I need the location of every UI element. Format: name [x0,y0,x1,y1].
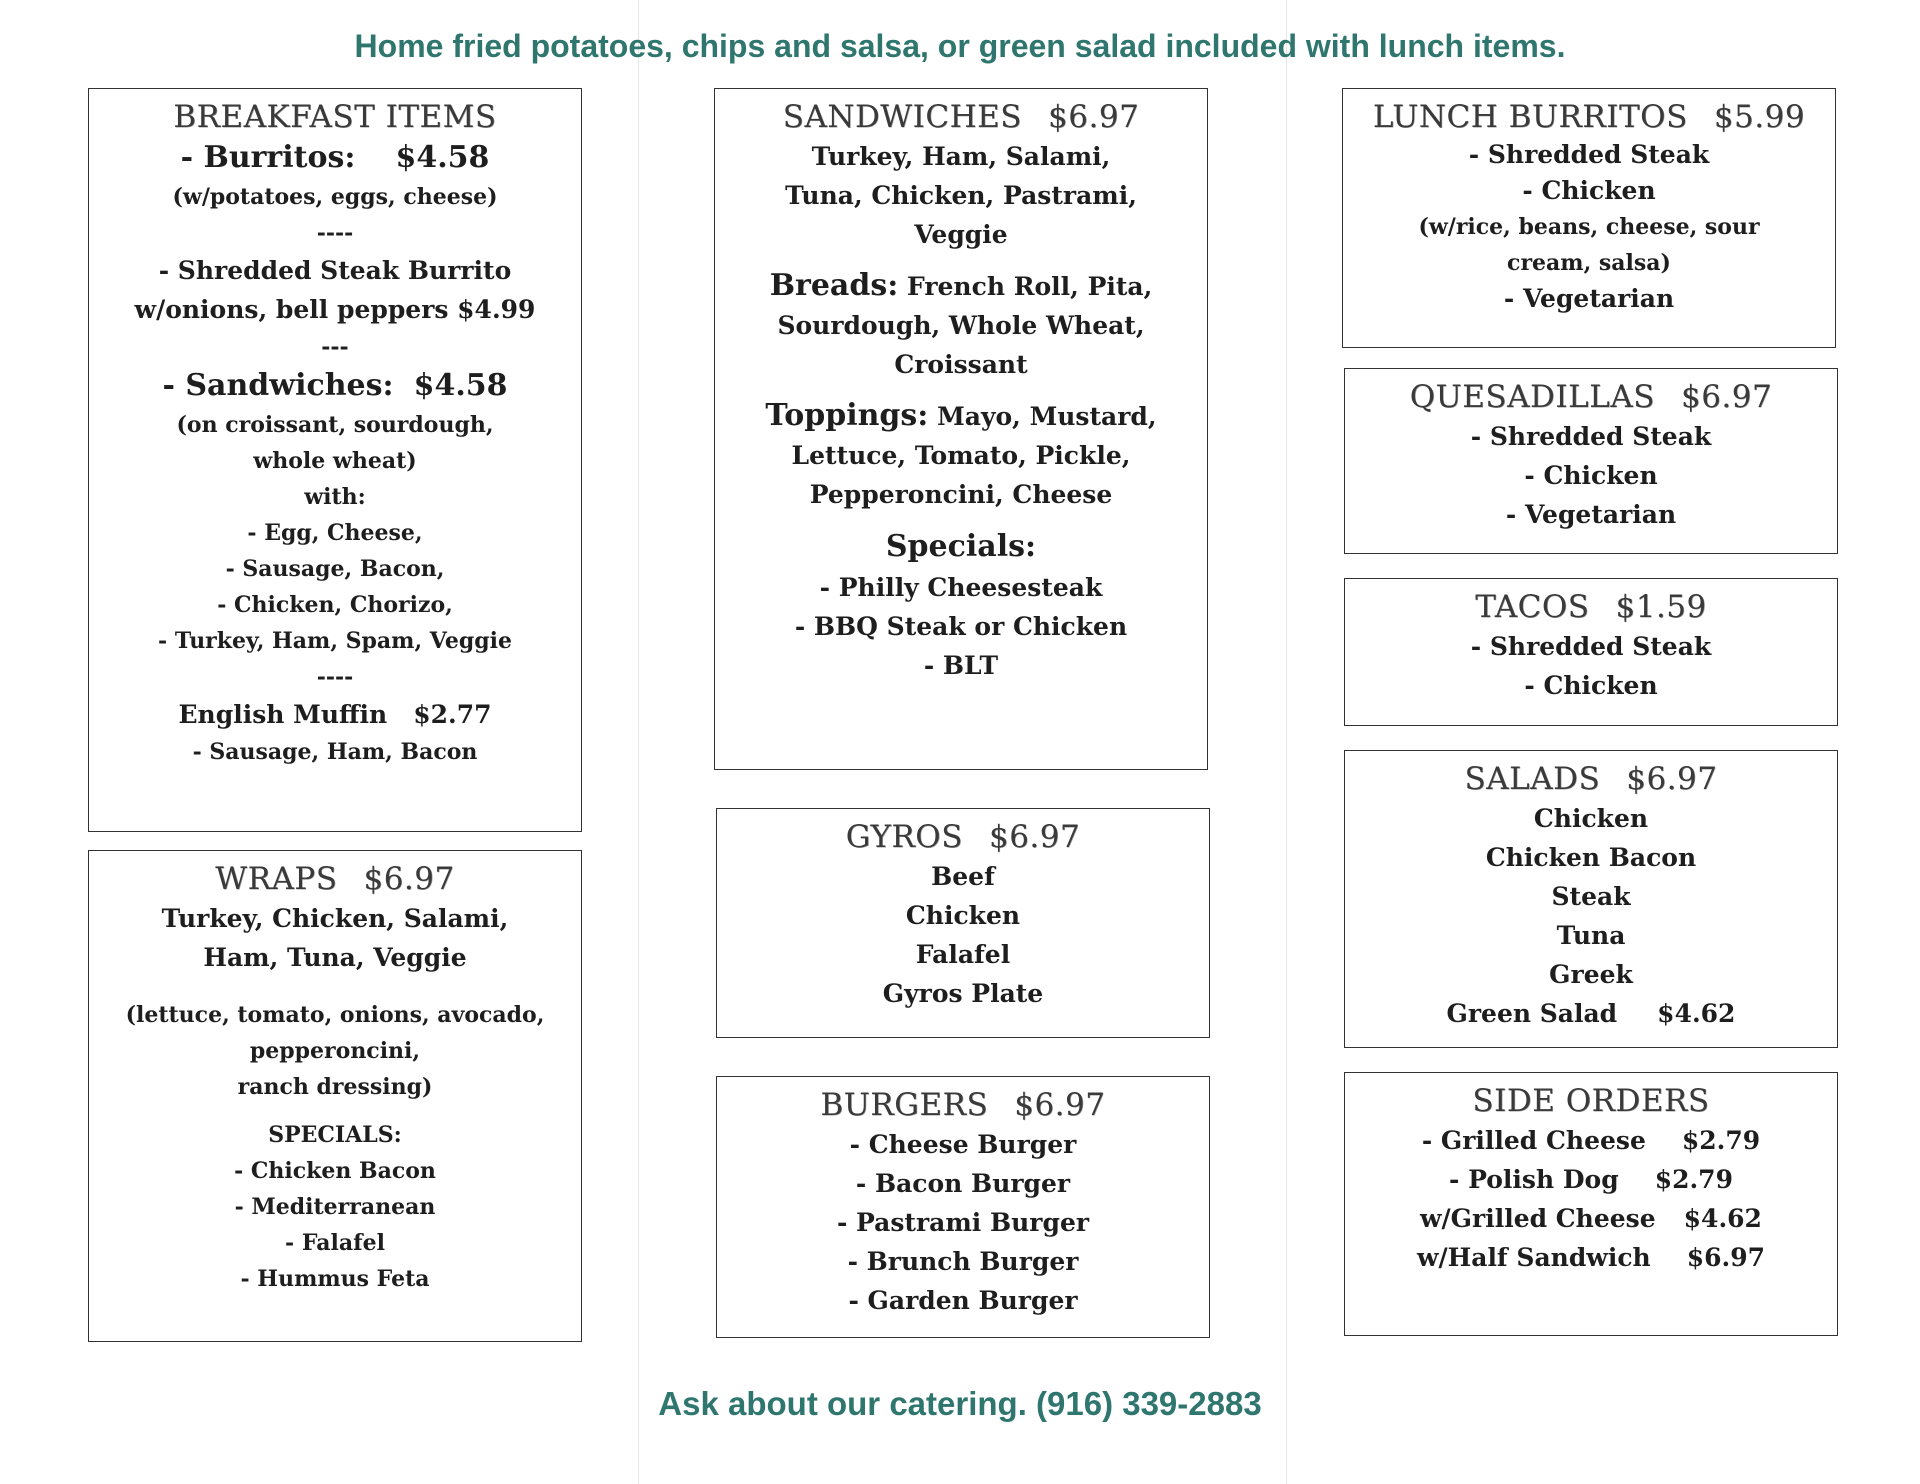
side-orders-section [1344,1072,1838,1336]
separator: --- [321,334,349,360]
sandwiches-note: whole wheat) [253,448,417,474]
gyros-item: Chicken [905,901,1021,930]
toppings-label: Toppings: [765,398,929,433]
toppings-list: Lettuce, Tomato, Pickle, [791,441,1131,470]
burritos-price: $4.58 [395,140,490,175]
gyros-item: Falafel [915,940,1011,969]
sandwich-special: - Philly Cheesesteak [819,573,1103,602]
quesadilla-item: - Shredded Steak [1470,422,1712,451]
gyros-price: $6.97 [988,819,1081,855]
option-line: - Chicken, Chorizo, [217,592,453,618]
side-order-label: w/Half Sandwich [1416,1243,1651,1272]
lunch-burritos-price: $5.99 [1713,99,1806,135]
with-label: with: [304,484,366,510]
lunch-burrito-note: (w/rice, beans, cheese, sour [1418,214,1760,240]
sandwiches-label: - Sandwiches: [162,368,394,403]
wraps-special: - Falafel [285,1230,385,1256]
side-orders-title: SIDE ORDERS [1472,1083,1710,1119]
wraps-price: $6.97 [363,861,455,897]
side-order-label: w/Grilled Cheese [1420,1204,1656,1233]
sandwiches-note: (on croissant, sourdough, [176,412,494,438]
salad-item: Tuna [1556,921,1626,950]
sandwich-special: - BBQ Steak or Chicken [794,612,1128,641]
top-banner: Home fried potatoes, chips and salsa, or green salad included with lunch items. [354,28,1566,64]
salads-section [1344,750,1838,1048]
green-salad-label: Green Salad [1446,999,1618,1028]
gyros-item: Beef [931,862,995,891]
tacos-price: $1.59 [1615,589,1707,625]
burgers-section [716,1076,1210,1338]
side-order-price: $2.79 [1654,1165,1733,1194]
wraps-note: ranch dressing) [237,1074,433,1100]
sandwich-meats: Tuna, Chicken, Pastrami, [785,181,1137,210]
burger-item: - Brunch Burger [847,1247,1079,1276]
wraps-special: - Hummus Feta [240,1266,430,1292]
gyros-item: Gyros Plate [882,979,1044,1008]
muffin-price: $2.77 [413,700,492,729]
salad-item: Chicken [1533,804,1649,833]
muffin-options: - Sausage, Ham, Bacon [192,739,478,765]
taco-item: - Chicken [1524,671,1658,700]
sandwiches-title: SANDWICHES [782,99,1023,135]
wraps-title: WRAPS [215,861,338,897]
salad-item: Steak [1551,882,1631,911]
lunch-burrito-item: - Vegetarian [1503,284,1675,313]
breakfast-title: BREAKFAST ITEMS [173,99,497,135]
option-line: - Turkey, Ham, Spam, Veggie [158,628,512,654]
burgers-title: BURGERS [820,1087,989,1123]
option-line: - Egg, Cheese, [247,520,423,546]
option-line: - Sausage, Bacon, [225,556,445,582]
quesadilla-item: - Chicken [1524,461,1658,490]
sandwich-meats: Turkey, Ham, Salami, [811,142,1111,171]
side-order-price: $6.97 [1686,1243,1766,1272]
quesadillas-price: $6.97 [1680,379,1773,415]
steak-burrito-detail: w/onions, bell peppers $4.99 [134,295,536,324]
toppings-list: Pepperoncini, Cheese [809,480,1113,509]
toppings-list: Mayo, Mustard, [937,402,1157,431]
taco-item: - Shredded Steak [1470,632,1712,661]
quesadilla-item: - Vegetarian [1505,500,1677,529]
wraps-special: - Chicken Bacon [234,1158,436,1184]
fold-line-right [1286,0,1287,1484]
sandwiches-price: $6.97 [1048,99,1140,135]
green-salad-price: $4.62 [1657,999,1736,1028]
lunch-burrito-item: - Chicken [1522,176,1656,205]
bottom-banner: Ask about our catering. (916) 339-2883 [658,1385,1262,1422]
breads-list: Croissant [894,350,1028,379]
tacos-title: TACOS [1475,589,1590,625]
lunch-burrito-note: cream, salsa) [1507,250,1671,276]
steak-burrito-line: - Shredded Steak Burrito [158,256,512,285]
sandwich-special: - BLT [923,651,999,680]
side-order-price: $2.79 [1681,1126,1761,1155]
wraps-special: - Mediterranean [234,1194,436,1220]
wraps-specials-title: SPECIALS: [268,1122,402,1148]
breakfast-section [88,88,582,832]
breads-list: Sourdough, Whole Wheat, [777,311,1145,340]
lunch-burrito-item: - Shredded Steak [1468,140,1710,169]
salads-title: SALADS [1464,761,1601,797]
salads-price: $6.97 [1626,761,1718,797]
wraps-note: (lettuce, tomato, onions, avocado, [125,1002,545,1028]
gyros-title: GYROS [845,819,963,855]
lunch-burritos-section [1342,88,1836,348]
quesadillas-title: QUESADILLAS [1409,379,1655,415]
salad-item: Chicken Bacon [1485,843,1697,872]
fold-line-left [638,0,639,1484]
quesadillas-section [1344,368,1838,554]
breads-label: Breads: [769,268,899,303]
gyros-section [716,808,1210,1038]
burger-item: - Cheese Burger [849,1130,1077,1159]
wraps-section [88,850,582,1342]
sandwich-meats: Veggie [914,220,1008,249]
muffin-label: English Muffin [178,700,388,729]
sandwiches-price: $4.58 [413,368,508,403]
side-order-label: - Grilled Cheese [1421,1126,1646,1155]
tacos-section [1344,578,1838,726]
salad-item: Greek [1549,960,1633,989]
side-order-price: $4.62 [1683,1204,1762,1233]
sandwiches-section [714,88,1208,770]
side-order-label: - Polish Dog [1449,1165,1619,1194]
burritos-note: (w/potatoes, eggs, cheese) [172,184,498,210]
wraps-line: Ham, Tuna, Veggie [203,943,467,972]
sandwich-specials-title: Specials: [885,529,1037,564]
breads-list: French Roll, Pita, [907,272,1153,301]
separator: ---- [316,220,354,246]
burger-item: - Bacon Burger [855,1169,1071,1198]
burgers-price: $6.97 [1014,1087,1106,1123]
wraps-note: pepperoncini, [249,1038,421,1064]
lunch-burritos-title: LUNCH BURRITOS [1372,99,1688,135]
separator: ---- [316,664,354,690]
burger-item: - Pastrami Burger [836,1208,1090,1237]
burritos-label: - Burritos: [180,140,356,175]
wraps-line: Turkey, Chicken, Salami, [161,904,509,933]
burger-item: - Garden Burger [848,1286,1078,1315]
